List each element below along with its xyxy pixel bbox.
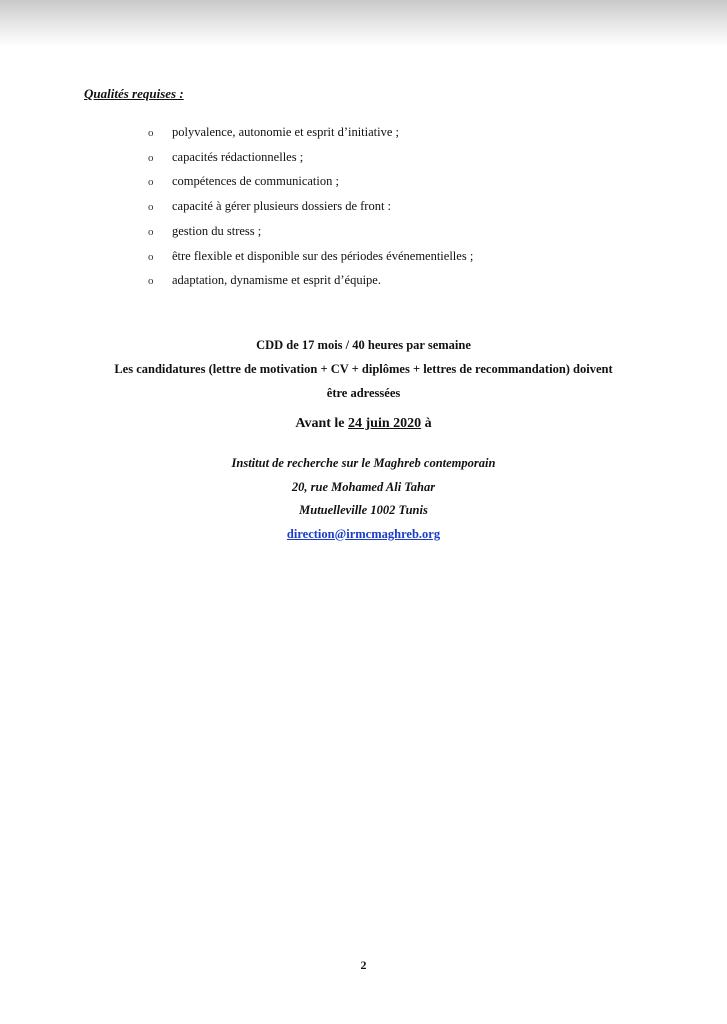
city-address: Mutuelleville 1002 Tunis [299, 503, 428, 517]
bullet-circle-icon: o [148, 127, 154, 139]
deadline-prefix: Avant le [295, 416, 345, 431]
list-item-text: être flexible et disponible sur des périodes événementielles ; [172, 248, 474, 263]
list-item-text: capacités rédactionnelles ; [172, 149, 304, 164]
bullet-circle-icon: o [148, 250, 154, 263]
list-item-text: adaptation, dynamisme et esprit d’équipe. [172, 273, 381, 288]
bullet-circle-icon: o [148, 201, 154, 214]
bullet-circle-icon: o [148, 275, 154, 288]
bullet-circle-icon: o [148, 151, 154, 164]
list-item [148, 146, 473, 171]
application-instructions: Les candidatures (lettre de motivation + CV + diplômes + lettres de recommandation) doivent [114, 362, 613, 376]
institute-name: Institut de recherche sur le Maghreb contemporain [231, 456, 496, 470]
contract-info [0, 333, 727, 405]
email-link[interactable]: direction@irmcmaghreb.org [286, 526, 441, 541]
list-item-text: gestion du stress ; [172, 223, 262, 238]
list-item [148, 220, 473, 245]
street-address: 20, rue Mohamed Ali Tahar [291, 479, 436, 494]
list-item [148, 269, 473, 294]
bullet-circle-icon: o [148, 225, 154, 238]
deadline-suffix: à [424, 416, 432, 431]
page-number: 2 [360, 958, 367, 972]
list-item-text: compétences de communication ; [172, 174, 339, 189]
application-instructions-cont: être adressées [326, 386, 401, 400]
deadline [0, 414, 727, 434]
deadline-date: 24 juin 2020 [348, 416, 422, 431]
bullet-circle-icon: o [148, 176, 154, 189]
qualities-list [148, 121, 473, 294]
list-item [148, 195, 473, 220]
list-item [148, 245, 473, 270]
list-item-text: polyvalence, autonomie et esprit d’initiative ; [172, 125, 400, 139]
list-item [148, 121, 473, 146]
list-item-text: capacité à gérer plusieurs dossiers de front : [172, 199, 392, 214]
contract-duration: CDD de 17 mois / 40 heures par semaine [256, 338, 471, 352]
list-item [148, 170, 473, 195]
qualities-heading: Qualités requises : [84, 86, 184, 101]
postal-address [0, 452, 727, 546]
